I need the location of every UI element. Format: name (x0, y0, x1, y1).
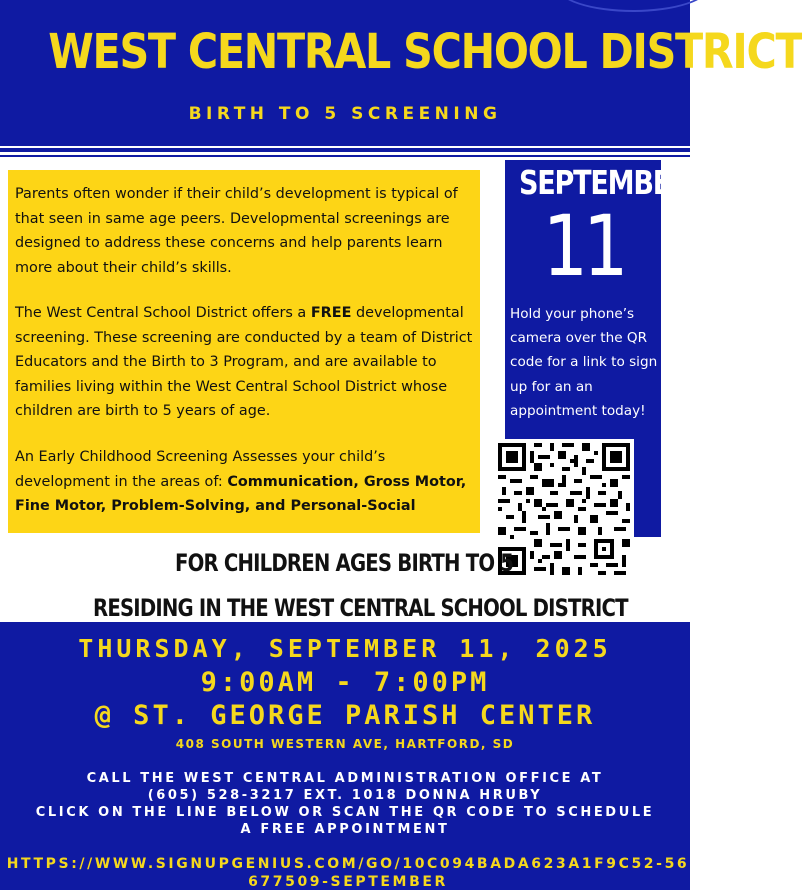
date-day: 11 (542, 197, 624, 295)
intro-paragraph-3: An Early Childhood Screening Assesses your child’s development in the areas of: Communication, Gross Motor, Fine Motor, Problem-Solving, and Personal-Social (15, 449, 467, 514)
date-month: SEPTEMBER (519, 163, 690, 202)
qr-instructions: Hold your phone’s camera over the QR code for a link to sign up for an an appointment today! (510, 306, 658, 419)
contact-phone: (605) 528-3217 EXT. 1018 DONNA HRUBY (147, 788, 543, 803)
event-location: @ ST. GEORGE PARISH CENTER (94, 700, 596, 731)
contact-line-3: CLICK ON THE LINE BELOW OR SCAN THE QR CODE TO SCHEDULE (35, 805, 655, 820)
contact-info (0, 770, 690, 838)
decorative-arc (556, 0, 710, 12)
divider-thin (0, 155, 690, 157)
signup-link[interactable]: HTTPS://WWW.SIGNUPGENIUS.COM/GO/10C094BADA623A1F9C52-56677509-SEPTEMBER (6, 856, 690, 890)
contact-line-4: A FREE APPOINTMENT (240, 822, 450, 837)
assessment-areas: Communication, Gross Motor, Fine Motor, Problem-Solving, and Personal-Social (15, 473, 467, 514)
screening-subtitle: BIRTH TO 5 SCREENING (188, 104, 502, 124)
divider-thick (0, 148, 690, 152)
eligibility-ages: FOR CHILDREN AGES BIRTH TO 5 (175, 549, 514, 577)
free-emphasis: FREE (310, 305, 352, 321)
contact-line-1: CALL THE WEST CENTRAL ADMINISTRATION OFFICE AT (86, 771, 604, 786)
eligibility-residence: RESIDING IN THE WEST CENTRAL SCHOOL DISTRICT (93, 594, 628, 622)
event-date: THURSDAY, SEPTEMBER 11, 2025 (78, 634, 612, 663)
event-time: 9:00AM - 7:00PM (200, 667, 490, 698)
intro-paragraph-1: Parents often wonder if their child’s development is typical of that seen in same age peers. Developmental screenings are designed to address these concerns and help parents learn more about their child’s skills. (15, 186, 458, 276)
district-title: WEST CENTRAL SCHOOL DISTRICT (48, 24, 802, 80)
intro-paragraph-2: The West Central School District offers a FREE developmental screening. These screening are conducted by a team of District Educators and the Birth to 3 Program, and are available to families living within the West Central School District whose children are birth to 5 years of age. (15, 305, 473, 419)
signup-qr-code[interactable] (494, 439, 634, 579)
qr-code-icon (498, 443, 630, 575)
event-address: 408 SOUTH WESTERN AVE, HARTFORD, SD (175, 737, 515, 751)
